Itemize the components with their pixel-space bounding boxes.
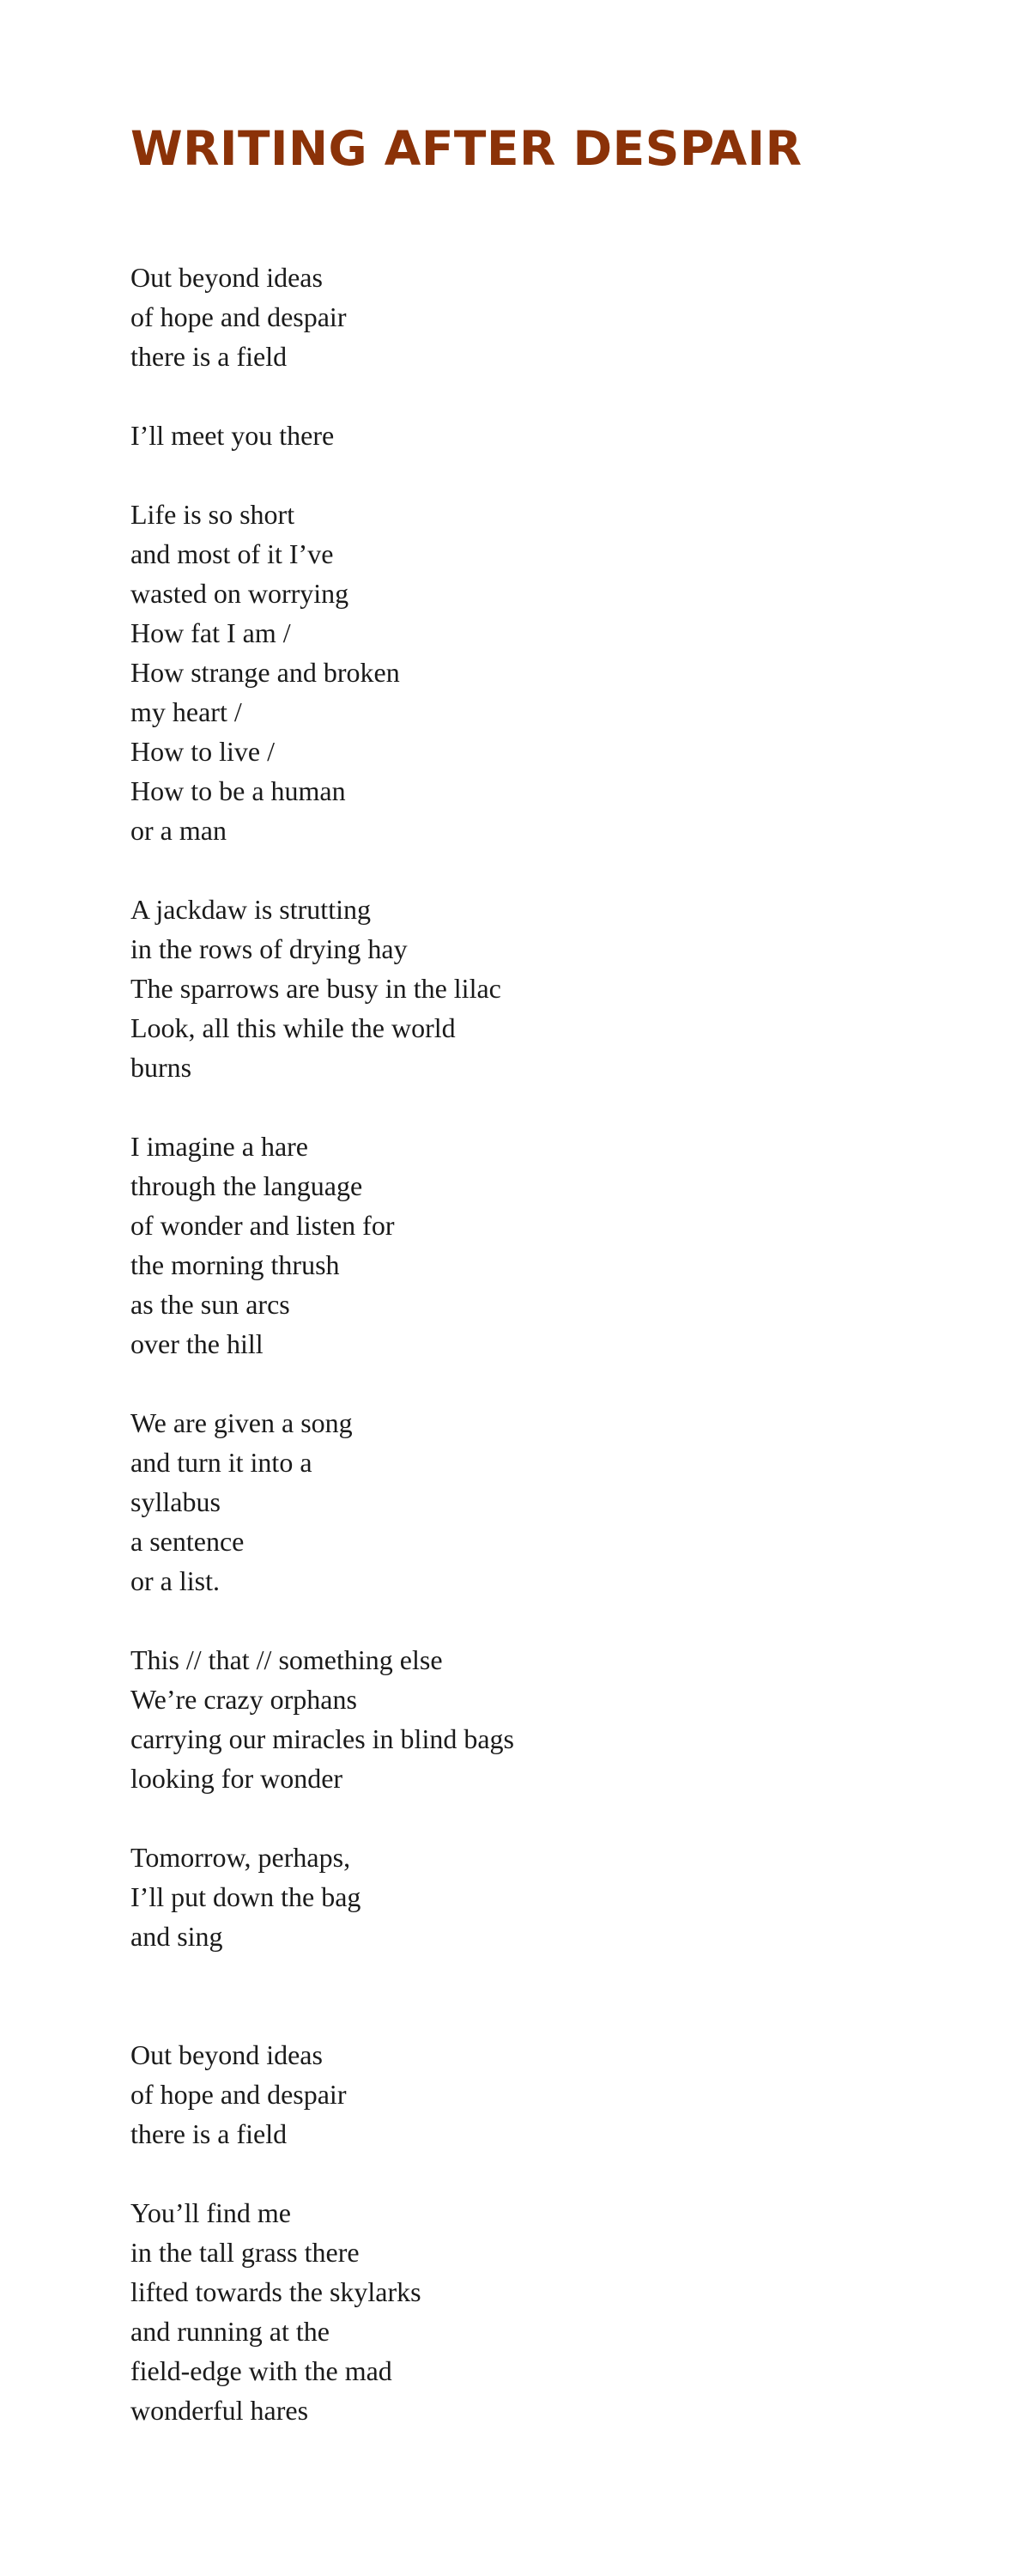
stanza-4 bbox=[130, 890, 989, 1087]
poem-line: of wonder and listen for bbox=[130, 1210, 395, 1241]
stanza-7 bbox=[130, 1640, 989, 1798]
poem-line: I imagine a hare bbox=[130, 1131, 308, 1162]
stanza-8 bbox=[130, 1838, 989, 1956]
poem-line: in the rows of drying hay bbox=[130, 933, 408, 964]
poem-line: in the tall grass there bbox=[130, 2237, 360, 2268]
stanza-1 bbox=[130, 258, 989, 376]
poem-body bbox=[130, 258, 989, 2430]
poem-line: through the language bbox=[130, 1170, 363, 1201]
poem-line: and running at the bbox=[130, 2316, 330, 2347]
stanza-5 bbox=[130, 1127, 989, 1364]
poem-title: WRITING AFTER DESPAIR bbox=[130, 121, 803, 176]
poem-line: of hope and despair bbox=[130, 2079, 347, 2110]
poem-line: Look, all this while the world bbox=[130, 1012, 456, 1043]
poem-line: my heart / bbox=[130, 696, 242, 727]
poem-line: Out beyond ideas bbox=[130, 262, 323, 293]
poem-line: wonderful hares bbox=[130, 2395, 309, 2426]
poem-line: over the hill bbox=[130, 1328, 264, 1359]
poem-line: I’ll put down the bag bbox=[130, 1881, 361, 1912]
poem-line: looking for wonder bbox=[130, 1763, 343, 1794]
poem-line: there is a field bbox=[130, 2118, 288, 2149]
poem-line: This // that // something else bbox=[130, 1644, 443, 1675]
poem-line: and sing bbox=[130, 1921, 223, 1952]
poem-line: How to live / bbox=[130, 736, 275, 767]
poem-line: carrying our miracles in blind bags bbox=[130, 1723, 514, 1754]
poem-line: the morning thrush bbox=[130, 1249, 340, 1280]
poem-line: wasted on worrying bbox=[130, 578, 349, 609]
poem-line: a sentence bbox=[130, 1526, 245, 1557]
poem-line: syllabus bbox=[130, 1486, 221, 1517]
poem-line: Out beyond ideas bbox=[130, 2039, 323, 2070]
poem-line: Tomorrow, perhaps, bbox=[130, 1842, 351, 1873]
poem-line: of hope and despair bbox=[130, 301, 347, 332]
poem-line: I’ll meet you there bbox=[130, 420, 335, 451]
poem-line: We’re crazy orphans bbox=[130, 1684, 357, 1715]
poem-line: there is a field bbox=[130, 341, 288, 372]
stanza-3 bbox=[130, 495, 989, 850]
poem-line: burns bbox=[130, 1052, 192, 1083]
poem-line: You’ll find me bbox=[130, 2197, 291, 2228]
poem-line: How fat I am / bbox=[130, 617, 291, 648]
poem-line: or a man bbox=[130, 815, 227, 846]
poem-line: and turn it into a bbox=[130, 1447, 312, 1478]
stanza-9 bbox=[130, 2035, 989, 2154]
poem-line: Life is so short bbox=[130, 499, 295, 530]
stanza-6 bbox=[130, 1403, 989, 1601]
document-page bbox=[130, 118, 989, 2470]
poem-line: as the sun arcs bbox=[130, 1289, 290, 1320]
poem-line: We are given a song bbox=[130, 1407, 353, 1438]
stanza-10 bbox=[130, 2193, 989, 2430]
poem-line: and most of it I’ve bbox=[130, 538, 334, 569]
stanza-2 bbox=[130, 416, 989, 455]
poem-line: The sparrows are busy in the lilac bbox=[130, 973, 501, 1004]
poem-line: or a list. bbox=[130, 1565, 220, 1596]
poem-line: lifted towards the skylarks bbox=[130, 2276, 421, 2307]
poem-line: A jackdaw is strutting bbox=[130, 894, 371, 925]
poem-line: field-edge with the mad bbox=[130, 2355, 392, 2386]
poem-line: How to be a human bbox=[130, 775, 346, 806]
poem-line: How strange and broken bbox=[130, 657, 400, 688]
